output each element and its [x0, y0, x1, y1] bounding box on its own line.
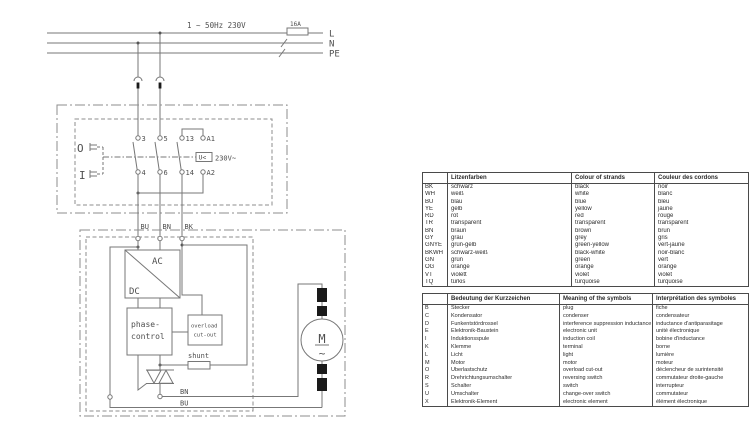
table-row: YE gelb yellow jaune	[423, 206, 749, 213]
off-label: O	[77, 142, 84, 155]
wire-bk-label: BK	[184, 223, 193, 231]
fuse-label: 16A	[290, 21, 301, 28]
dc-label: DC	[129, 287, 140, 297]
table-row: D Funkentstördrossel interference suppression inductance inductance d'antiparasitage	[423, 321, 749, 329]
fuse-icon	[287, 28, 308, 35]
terminal-a2-label: A2	[206, 169, 215, 177]
table-row: E Elektronik-Baustein electronic unit unité électronique	[423, 328, 749, 336]
table-row: OG orange orange orange	[423, 264, 749, 271]
column-header: Meaning of the symbols	[560, 294, 653, 305]
terminal-5-label: 5	[163, 135, 168, 143]
undervoltage-label: U<	[198, 153, 207, 162]
off-button-icon	[90, 143, 97, 151]
line-pe-label: PE	[329, 49, 340, 60]
column-header	[423, 173, 448, 184]
table-row: B Stecker plug fiche	[423, 305, 749, 313]
table-row: X Elektronik-Element electronic element élément électronique	[423, 399, 749, 407]
motor-wave: ~	[318, 347, 326, 360]
on-label: I	[79, 169, 86, 182]
overload-cutout-box	[188, 315, 222, 345]
table-row: C Kondensator condenser condensateur	[423, 313, 749, 321]
table-row: O Überlastschutz overload cut-out déclencheur de surintensité	[423, 367, 749, 375]
symbol-meaning-table	[422, 293, 749, 407]
column-header: Bedeutung der Kurzzeichen	[448, 294, 560, 305]
table-row: L Licht light lumière	[423, 352, 749, 360]
table-row: GNYE grün-gelb green-yellow vert-jaune	[423, 242, 749, 249]
table-row: R Drehrichtungsumschalter reversing switch commutateur droite-gauche	[423, 375, 749, 383]
line-n-label: N	[329, 39, 335, 50]
table-row: K Klemme terminal borne	[423, 344, 749, 352]
wire-color-table	[422, 172, 749, 287]
table-row: VT violett violet violet	[423, 272, 749, 279]
out-bn-label: BN	[180, 388, 189, 396]
out-bu-label: BU	[180, 399, 189, 408]
line-l-label: L	[329, 29, 335, 40]
disconnect-slash-icon	[279, 39, 287, 57]
on-button-icon	[90, 170, 97, 178]
overload-label-line1: overload	[191, 323, 218, 330]
table-row: I Induktionsspule induction coil bobine d'inductance	[423, 336, 749, 344]
table-row: S Schalter switch interrupteur	[423, 383, 749, 391]
table-row: WH weiß white blanc	[423, 191, 749, 198]
schematic-labels	[77, 21, 340, 408]
shunt-resistor-icon	[188, 362, 210, 370]
supply-lines	[47, 28, 323, 57]
phase-label-line2: control	[131, 332, 165, 341]
table-row: M Motor motor moteur	[423, 360, 749, 368]
table-row: BKWH schwarz-weiß black-white noir-blanc	[423, 250, 749, 257]
column-header: Litzenfarben	[448, 173, 572, 184]
table-row: GY grau grey gris	[423, 235, 749, 242]
terminal-6-label: 6	[163, 169, 168, 177]
phase-label-line1: phase-	[131, 320, 160, 329]
column-header	[423, 294, 448, 305]
table-row: BN braun brown brun	[423, 228, 749, 235]
table-row: TQ türkis turquoise turquoise	[423, 279, 749, 287]
table-row: RD rot red rouge	[423, 213, 749, 220]
terminal-4-label: 4	[141, 169, 146, 177]
ac-label: AC	[152, 257, 163, 267]
supply-taps	[134, 32, 164, 136]
supply-rating-label: 1 ~ 50Hz 230V	[187, 21, 246, 30]
table-row: BU blau blue bleu	[423, 199, 749, 206]
table-row: TR transparent transparent transparent	[423, 220, 749, 227]
motor-letter: M	[318, 332, 326, 346]
column-header: Interprétation des symboles	[653, 294, 749, 305]
wire-bu-label: BU	[140, 223, 149, 231]
table-row: BK schwarz black noir	[423, 184, 749, 192]
overload-label-line2: cut-out	[193, 332, 217, 339]
table-row: GN grün green vert	[423, 257, 749, 264]
terminal-14-label: 14	[185, 169, 194, 177]
plug-connector-icon	[134, 77, 164, 136]
terminal-3-label: 3	[141, 135, 146, 143]
column-header: Couleur des cordons	[655, 173, 749, 184]
table-row: U Umschalter change-over switch commutateur	[423, 391, 749, 399]
mains-switch-block	[57, 105, 287, 213]
terminal-a1-label: A1	[206, 135, 215, 143]
wire-bn-label: BN	[162, 223, 171, 231]
triac-icon	[138, 355, 174, 394]
terminal-13-label: 13	[185, 135, 194, 143]
column-header: Colour of strands	[572, 173, 655, 184]
shunt-label: shunt	[188, 352, 210, 360]
coil-voltage-label: 230V~	[215, 154, 237, 163]
